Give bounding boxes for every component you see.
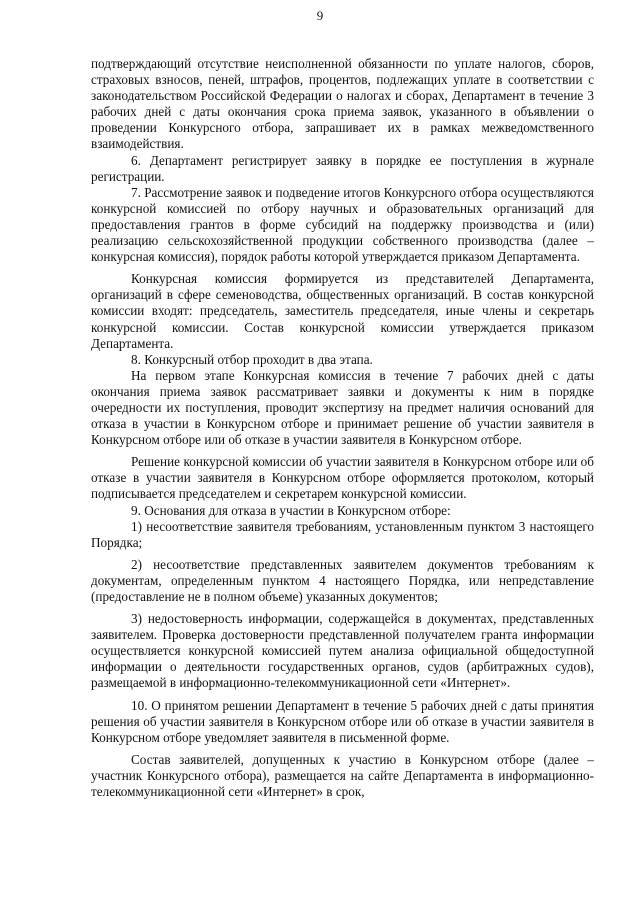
list-item-9-3: 3) недостоверность информации, содержащейся в документах, представленных заявителем. Проверка достоверности представленной получателем гранта информации осуществляется конкурсной комиссией путем анализа официальной общедоступной информации о деятельности государственных органов, судов (арбитражных судов), размещаемой в информационно-телекоммуникационной сети «Интернет». — [91, 611, 594, 691]
page-number: 9 — [316, 8, 324, 23]
paragraph-commission-decision: Решение конкурсной комиссии об участии заявителя в Конкурсном отборе или об отказе в участии заявителя в Конкурсном отборе оформляется протоколом, который подписывается председателем и секретарем конкурсной комиссии. — [91, 454, 594, 502]
paragraph-item-7: 7. Рассмотрение заявок и подведение итогов Конкурсного отбора осуществляются конкурсной комиссией по отбору научных и образовательных организаций для предоставления грантов в форме субсидий на поддержку производства и (или) реализацию сельскохозяйственной продукции собственного производства (далее – конкурсная комиссия), порядок работы которой утверждается приказом Департамента. — [91, 184, 594, 265]
paragraph-item-6: 6. Департамент регистрирует заявку в порядке ее поступления в журнале регистрации. — [91, 152, 594, 184]
document-body — [91, 56, 594, 800]
paragraph-item-9: 9. Основания для отказа в участии в Конкурсном отборе: — [131, 502, 451, 518]
paragraph-item-8: 8. Конкурсный отбор проходит в два этапа. — [131, 351, 373, 367]
paragraph-participants: Состав заявителей, допущенных к участию в Конкурсном отборе (далее – участник Конкурсного отбора), размещается на сайте Департамента в информационно-телекоммуникационной сети «Интернет» в срок, — [91, 751, 594, 800]
list-item-9-1: 1) несоответствие заявителя требованиям, установленным пунктом 3 настоящего Порядка; — [91, 518, 594, 550]
paragraph-commission-composition: Конкурсная комиссия формируется из представителей Департамента, организаций в сфере семеноводства, общественных организаций. В состав конкурсной комиссии входят: председатель, заместитель председателя, иные члены и секретарь конкурсной комиссии. Состав конкурсной комиссии утверждается приказом Департамента. — [91, 271, 594, 351]
list-item-9-2: 2) несоответствие представленных заявителем документов требованиям к документам, определенным пунктом 4 настоящего Порядка, или непредставление (предоставление не в полном объеме) указанных документов; — [91, 556, 594, 604]
paragraph-first-stage: На первом этапе Конкурсная комиссия в течение 7 рабочих дней с даты окончания приема заявок рассматривает заявки и документы к ним в порядке очередности их поступления, проводит экспертизу на предмет наличия оснований для отказа в участии в Конкурсном отборе и принимает решение об участии заявителя в Конкурсном отборе или об отказе в участии заявителя в Конкурсном отборе. — [91, 367, 594, 448]
paragraph-item-10: 10. О принятом решении Департамент в течение 5 рабочих дней с даты принятия решения об участии заявителя в Конкурсном отборе или об отказе в участии заявителя в Конкурсном отборе уведомляет заявителя в письменной форме. — [91, 697, 594, 745]
paragraph-continuation: подтверждающий отсутствие неисполненной обязанности по уплате налогов, сборов, страховых взносов, пеней, штрафов, процентов, подлежащих уплате в соответствии с законодательством Российской Федерации о налогах и сборах, Департамент в течение 3 рабочих дней с даты окончания срока приема заявок, указанного в объявлении о проведении Конкурсного отбора, запрашивает их в рамках межведомственного взаимодействия. — [91, 56, 594, 152]
